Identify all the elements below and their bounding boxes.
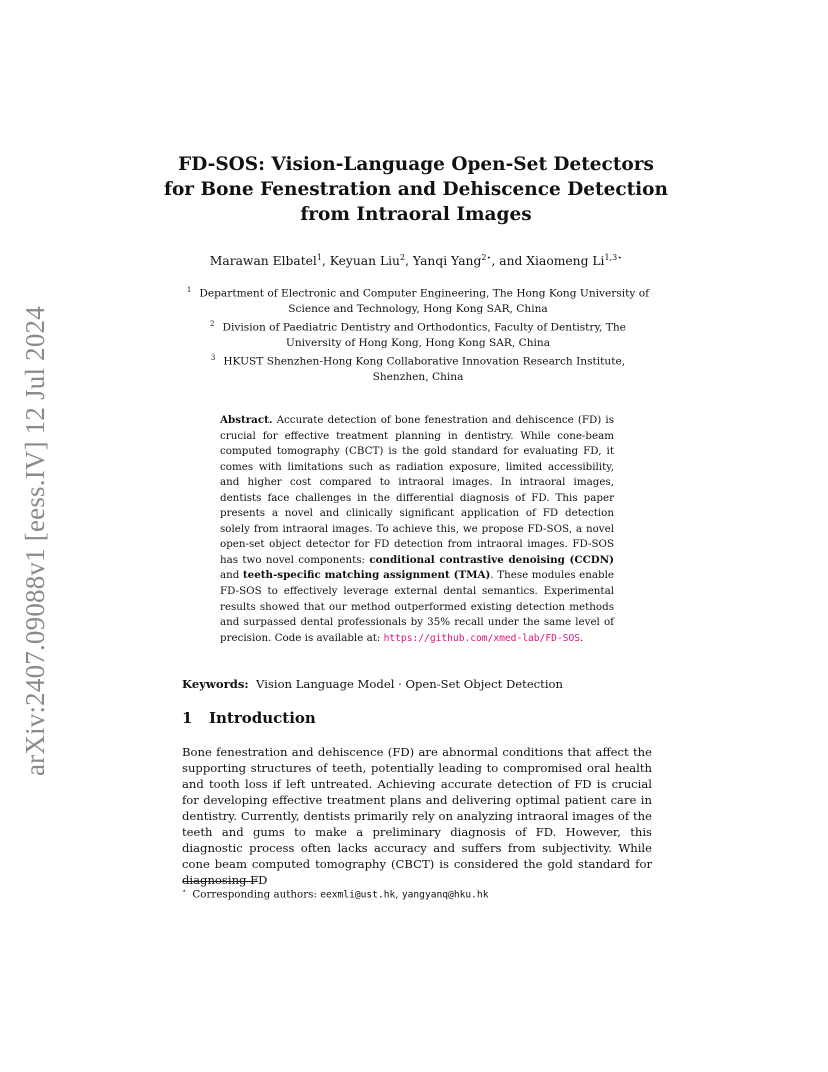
abstract-text: .	[580, 631, 584, 644]
affiliation-text: Department of Electronic and Computer Engineering, The Hong Kong University of Science and Technology, Hong Kong SAR, China	[199, 287, 650, 315]
keywords	[182, 677, 652, 691]
keywords-text: Vision Language Model · Open-Set Object Detection	[256, 677, 563, 691]
author-name: Keyuan Liu	[329, 254, 400, 269]
paper-title	[150, 152, 682, 227]
affiliation-number: 2	[210, 319, 215, 328]
abstract-text: Accurate detection of bone fenestration and dehiscence (FD) is crucial for effective treatment planning in dentistry. While cone-beam computed tomography (CBCT) is the gold standard for evaluating FD, it comes with limitations such as radiation exposure, limited accessibility, and higher cost compared to intraoral images. In intraoral images, dentists face challenges in the differential diagnosis of FD. This paper presents a novel and clinically significant application of FD detection solely from intraoral images. To achieve this, we propose FD-SOS, a novel open-set object detector for FD detection from intraoral images. FD-SOS has two novel components:	[220, 414, 615, 566]
affiliation-number: 1	[186, 286, 192, 294]
affiliation-item	[182, 283, 654, 317]
code-repository-link[interactable]: https://github.com/xmed-lab/FD-SOS	[383, 632, 580, 644]
author-name: Yanqi Yang	[412, 254, 482, 269]
title-line: for Bone Fenestration and Dehiscence Detection	[164, 179, 668, 200]
footnote-mark: ⋆	[182, 887, 187, 895]
section-title: Introduction	[209, 709, 316, 727]
author-separator: , and	[491, 254, 527, 269]
abstract-label: Abstract.	[220, 414, 273, 426]
author-affiliation-mark: 2⋆	[481, 253, 492, 262]
abstract-text: . These modules enable FD-SOS to effectively leverage external dental semantics. Experimental results showed that our method outperformed existing detection methods and surpassed dental professionals by 35% recall under the same level of precision. Code is available at:	[220, 569, 615, 644]
author-affiliation-mark: 1,3⋆	[604, 253, 623, 262]
author-separator: ,	[405, 254, 413, 269]
author-name: Marawan Elbatel	[209, 254, 317, 269]
title-line: FD-SOS: Vision-Language Open-Set Detectors	[178, 154, 654, 175]
author-affiliation-mark: 2	[399, 253, 406, 262]
arxiv-stamp: arXiv:2407.09088v1 [eess.IV] 12 Jul 2024	[20, 306, 50, 776]
title-line: from Intraoral Images	[300, 204, 532, 225]
section-heading	[182, 709, 316, 727]
author-name: Xiaomeng Li	[526, 254, 605, 269]
affiliation-item	[182, 351, 654, 385]
author-separator: ,	[321, 254, 330, 269]
affiliation-text: Division of Paediatric Dentistry and Orthodontics, Faculty of Dentistry, The University of Hong Kong, Hong Kong SAR, China	[222, 321, 626, 349]
abstract-bold-term: teeth-specific matching assignment (TMA)	[242, 569, 491, 582]
affiliation-text: HKUST Shenzhen-Hong Kong Collaborative Innovation Research Institute, Shenzhen, China	[223, 355, 626, 383]
affiliation-number: 3	[210, 353, 216, 362]
footnote-email: yangyanq@hku.hk	[401, 889, 489, 901]
footnote	[182, 887, 488, 900]
intro-paragraph: Bone fenestration and dehiscence (FD) are abnormal conditions that affect the supporting structures of teeth, potentially leading to compromised oral health and tooth loss if left untreated. Achieving accurate detection of FD is crucial for developing effective treatment plans and delivering optimal patient care in dentistry. Currently, dentists primarily rely on analyzing intraoral images of the teeth and gums to make a preliminary diagnosis of FD. However, this diagnostic process often lacks accuracy and suffers from subjectivity. While cone beam computed tomography (CBCT) is considered the gold standard for diagnosing FD	[182, 745, 652, 887]
footnote-email: eexmli@ust.hk	[320, 889, 396, 901]
footnote-divider	[182, 881, 258, 882]
abstract-bold-term: conditional contrastive denoising (CCDN)	[369, 553, 614, 566]
author-list	[150, 253, 682, 268]
abstract	[220, 413, 614, 646]
keywords-label: Keywords:	[182, 677, 249, 691]
affiliation-item	[182, 317, 654, 351]
footnote-separator: ,	[395, 888, 402, 901]
footnote-label: Corresponding authors:	[192, 888, 317, 901]
affiliation-list	[182, 283, 654, 385]
section-number: 1	[182, 709, 193, 727]
abstract-text: and	[220, 569, 243, 582]
author-affiliation-mark: 1	[316, 253, 322, 262]
